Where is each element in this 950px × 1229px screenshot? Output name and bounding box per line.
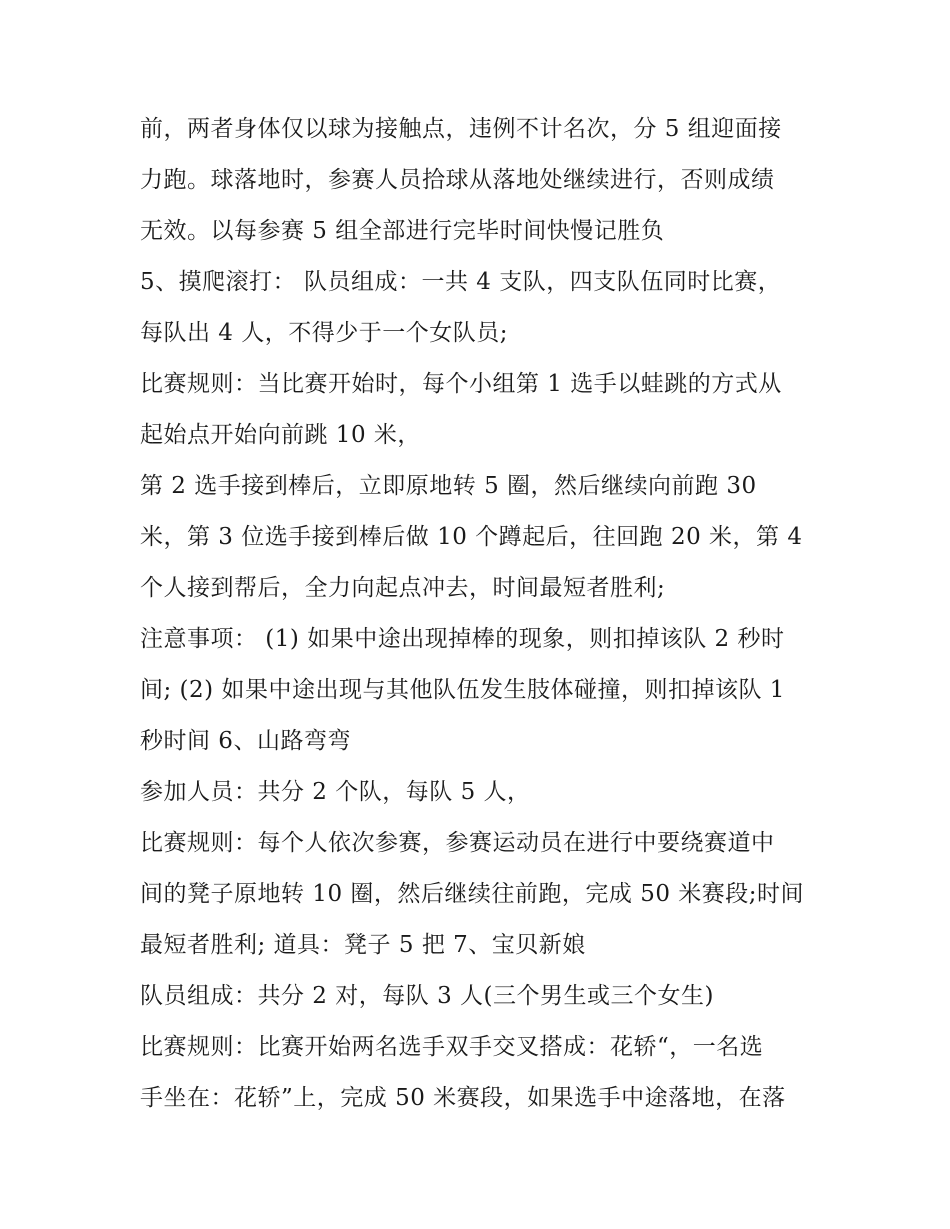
text-line: 米，第 3 位选手接到棒后做 10 个蹲起后，往回跑 20 米，第 4 [140,524,803,550]
section-heading-line: 5、摸爬滚打： 队员组成：一共 4 支队，四支队伍同时比赛， [140,269,782,295]
text-line: 无效。以每参赛 5 组全部进行完毕时间快慢记胜负 [140,218,665,244]
text-line: 比赛规则：每个人依次参赛，参赛运动员在进行中要绕赛道中 [140,830,775,856]
section-heading-line: 最短者胜利; 道具：凳子 5 把 7、宝贝新娘 [140,932,586,958]
text-line: 间的凳子原地转 10 圈，然后继续往前跑，完成 50 米赛段;时间 [140,881,805,907]
text-line: 注意事项： (1) 如果中途出现掉棒的现象，则扣掉该队 2 秒时 [140,626,785,652]
text-line: 第 2 选手接到棒后，立即原地转 5 圈，然后继续向前跑 30 [140,473,757,499]
document-body [140,104,820,1124]
text-line: 前，两者身体仅以球为接触点，违例不计名次，分 5 组迎面接 [140,116,782,142]
section-heading-line: 秒时间 6、山路弯弯 [140,728,351,754]
text-line: 比赛规则：比赛开始两名选手双手交叉搭成：花轿“，一名选 [140,1034,764,1060]
text-line: 队员组成：共分 2 对，每队 3 人(三个男生或三个女生) [140,983,714,1009]
text-line: 个人接到帮后，全力向起点冲去，时间最短者胜利; [140,575,666,601]
text-line: 间; (2) 如果中途出现与其他队伍发生肢体碰撞，则扣掉该队 1 [140,677,785,703]
text-line: 每队出 4 人，不得少于一个女队员; [140,320,509,346]
text-line: 力跑。球落地时，参赛人员拾球从落地处继续进行，否则成绩 [140,167,775,193]
text-line: 参加人员：共分 2 个队，每队 5 人， [140,779,531,805]
text-line: 手坐在：花轿”上，完成 50 米赛段，如果选手中途落地，在落 [140,1085,786,1111]
text-line: 起始点开始向前跳 10 米， [140,422,421,448]
text-line: 比赛规则：当比赛开始时，每个小组第 1 选手以蛙跳的方式从 [140,371,782,397]
